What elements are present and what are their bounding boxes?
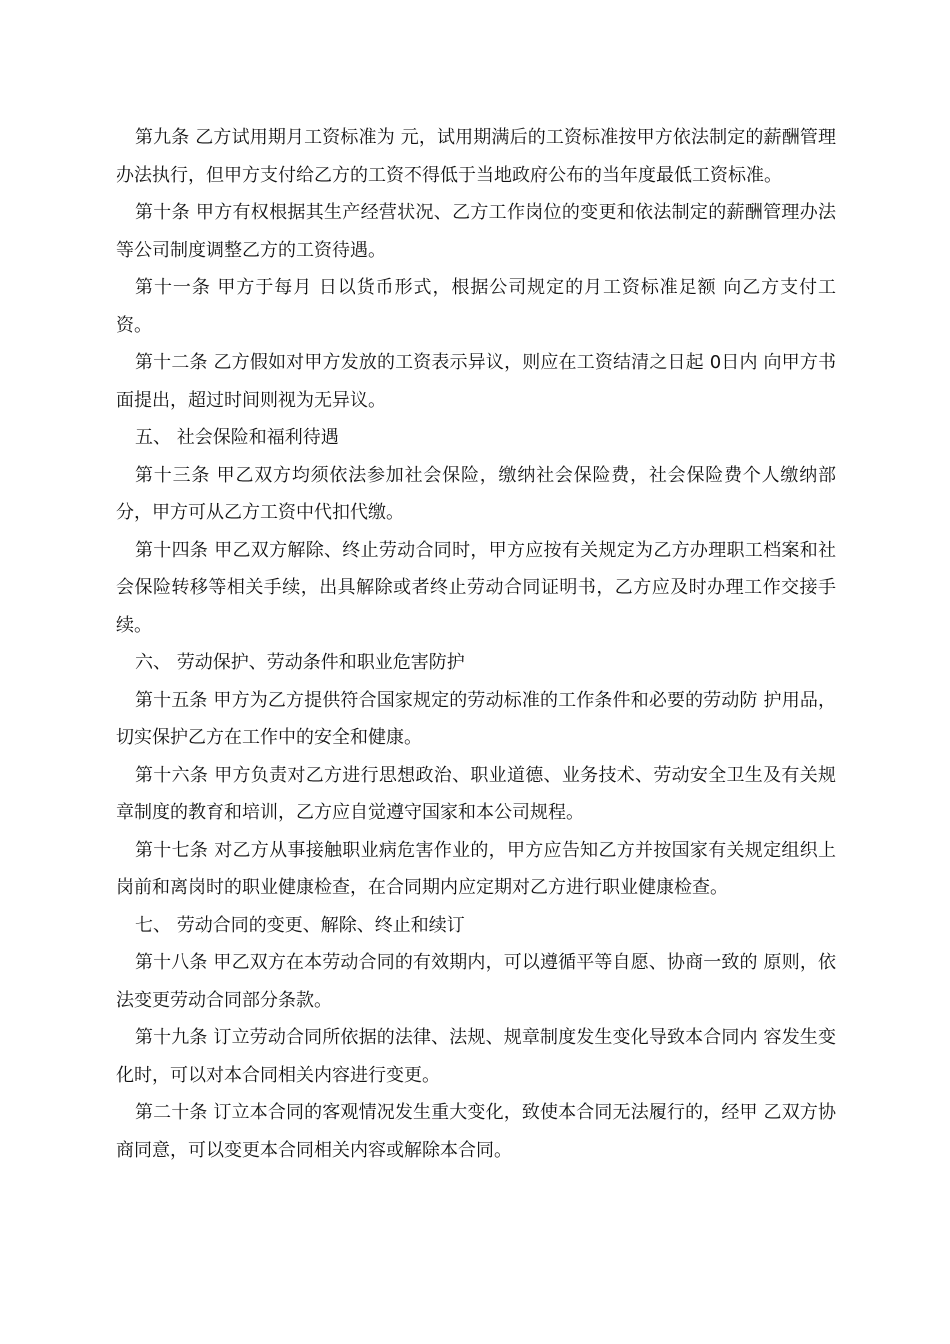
article-11: 第十一条 甲方于每月 日以货币形式，根据公司规定的月工资标准足额 向乙方支付工资。 xyxy=(116,277,836,336)
article-19: 第十九条 订立劳动合同所依据的法律、法规、规章制度发生变化导致本合同内 容发生变化时，可以对本合同相关内容进行变更。 xyxy=(116,1027,836,1086)
article-18: 第十八条 甲乙双方在本劳动合同的有效期内，可以遵循平等自愿、协商一致的 原则，依法变更劳动合同部分条款。 xyxy=(116,952,836,1011)
article-12: 第十二条 乙方假如对甲方发放的工资表示异议，则应在工资结清之日起 0日内 向甲方书面提出，超过时间则视为无异议。 xyxy=(116,352,836,411)
section-heading-6: 六、 劳动保护、劳动条件和职业危害防护 xyxy=(135,652,465,673)
document-body xyxy=(116,119,836,1169)
section-heading-5: 五、 社会保险和福利待遇 xyxy=(135,427,339,448)
article-9: 第九条 乙方试用期月工资标准为 元，试用期满后的工资标准按甲方依法制定的薪酬管理办法执行，但甲方支付给乙方的工资不得低于当地政府公布的当年度最低工资标准。 xyxy=(116,127,836,186)
section-heading-7: 七、 劳动合同的变更、解除、终止和续订 xyxy=(135,914,465,936)
article-13: 第十三条 甲乙双方均须依法参加社会保险，缴纳社会保险费，社会保险费个人缴纳部分，甲方可从乙方工资中代扣代缴。 xyxy=(116,464,836,523)
article-14: 第十四条 甲乙双方解除、终止劳动合同时，甲方应按有关规定为乙方办理职工档案和社会保险转移等相关手续，出具解除或者终止劳动合同证明书，乙方应及时办理工作交接手续。 xyxy=(116,539,836,636)
article-20: 第二十条 订立本合同的客观情况发生重大变化，致使本合同无法履行的，经甲 乙双方协商同意，可以变更本合同相关内容或解除本合同。 xyxy=(116,1102,836,1161)
article-17: 第十七条 对乙方从事接触职业病危害作业的，甲方应告知乙方并按国家有关规定组织上岗前和离岗时的职业健康检查，在合同期内应定期对乙方进行职业健康检查。 xyxy=(116,839,836,898)
article-15: 第十五条 甲方为乙方提供符合国家规定的劳动标准的工作条件和必要的劳动防 护用品，切实保护乙方在工作中的安全和健康。 xyxy=(116,689,836,748)
article-16: 第十六条 甲方负责对乙方进行思想政治、职业道德、业务技术、劳动安全卫生及有关规章制度的教育和培训，乙方应自觉遵守国家和本公司规程。 xyxy=(116,764,836,823)
article-10: 第十条 甲方有权根据其生产经营状况、乙方工作岗位的变更和依法制定的薪酬管理办法等公司制度调整乙方的工资待遇。 xyxy=(116,202,836,261)
